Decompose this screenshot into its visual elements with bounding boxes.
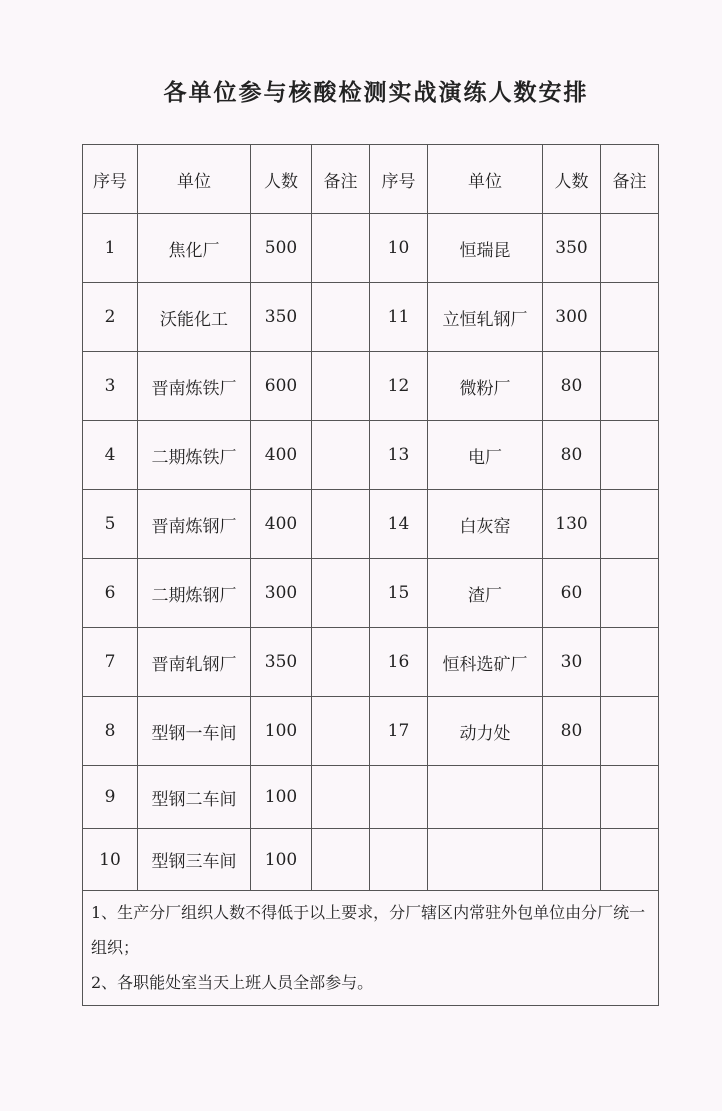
serial-cell: 6 (83, 559, 138, 628)
serial-cell: 7 (83, 628, 138, 697)
header-cell: 序号 (370, 145, 428, 214)
count-cell: 300 (251, 559, 312, 628)
serial-cell: 12 (370, 352, 428, 421)
table-row (83, 628, 659, 697)
serial-cell: 5 (83, 490, 138, 559)
header-cell: 人数 (543, 145, 601, 214)
unit-cell: 晋南炼铁厂 (138, 352, 251, 421)
unit-cell: 渣厂 (428, 559, 543, 628)
remark-cell (601, 283, 659, 352)
count-cell: 300 (543, 283, 601, 352)
table-row (83, 214, 659, 283)
header-cell: 人数 (251, 145, 312, 214)
remark-cell (312, 766, 370, 829)
serial-cell: 2 (83, 283, 138, 352)
serial-cell: 15 (370, 559, 428, 628)
remark-cell (312, 214, 370, 283)
table-row (83, 829, 659, 891)
unit-cell: 型钢二车间 (138, 766, 251, 829)
serial-cell: 1 (83, 214, 138, 283)
count-cell: 100 (251, 697, 312, 766)
note-line: 2、各职能处室当天上班人员全部参与。 (91, 973, 374, 992)
unit-cell: 晋南炼钢厂 (138, 490, 251, 559)
count-cell: 130 (543, 490, 601, 559)
unit-cell: 微粉厂 (428, 352, 543, 421)
roster-table (82, 144, 659, 1006)
remark-cell (601, 559, 659, 628)
count-cell: 400 (251, 490, 312, 559)
count-cell: 100 (251, 829, 312, 891)
count-cell (543, 766, 601, 829)
remark-cell (312, 697, 370, 766)
remark-cell (312, 559, 370, 628)
count-cell: 350 (251, 628, 312, 697)
serial-cell: 10 (83, 829, 138, 891)
count-cell: 400 (251, 421, 312, 490)
header-cell: 序号 (83, 145, 138, 214)
serial-cell: 11 (370, 283, 428, 352)
unit-cell: 沃能化工 (138, 283, 251, 352)
document-title: 各单位参与核酸检测实战演练人数安排 (163, 80, 589, 106)
unit-cell: 恒科选矿厂 (428, 628, 543, 697)
unit-cell: 二期炼铁厂 (138, 421, 251, 490)
header-cell: 单位 (138, 145, 251, 214)
serial-cell: 17 (370, 697, 428, 766)
count-cell: 600 (251, 352, 312, 421)
serial-cell (370, 829, 428, 891)
header-cell: 备注 (312, 145, 370, 214)
unit-cell: 焦化厂 (138, 214, 251, 283)
note-line: 1、生产分厂组织人数不得低于以上要求，分厂辖区内常驻外包单位由分厂统一组织； (91, 903, 646, 957)
table-row (83, 559, 659, 628)
serial-cell: 4 (83, 421, 138, 490)
unit-cell: 二期炼钢厂 (138, 559, 251, 628)
unit-cell: 立恒轧钢厂 (428, 283, 543, 352)
unit-cell: 型钢一车间 (138, 697, 251, 766)
remark-cell (601, 766, 659, 829)
count-cell: 350 (251, 283, 312, 352)
serial-cell: 3 (83, 352, 138, 421)
remark-cell (601, 829, 659, 891)
remark-cell (312, 283, 370, 352)
remark-cell (601, 628, 659, 697)
count-cell: 30 (543, 628, 601, 697)
table-row (83, 421, 659, 490)
count-cell: 350 (543, 214, 601, 283)
count-cell (543, 829, 601, 891)
unit-cell (428, 766, 543, 829)
remark-cell (312, 352, 370, 421)
serial-cell: 16 (370, 628, 428, 697)
unit-cell: 恒瑞昆 (428, 214, 543, 283)
unit-cell: 型钢三车间 (138, 829, 251, 891)
unit-cell: 动力处 (428, 697, 543, 766)
serial-cell: 13 (370, 421, 428, 490)
serial-cell: 14 (370, 490, 428, 559)
remark-cell (601, 490, 659, 559)
notes-row (83, 891, 659, 1006)
header-cell: 单位 (428, 145, 543, 214)
header-row (83, 145, 659, 214)
serial-cell: 10 (370, 214, 428, 283)
count-cell: 500 (251, 214, 312, 283)
table-row (83, 490, 659, 559)
unit-cell: 晋南轧钢厂 (138, 628, 251, 697)
count-cell: 80 (543, 421, 601, 490)
table-row (83, 766, 659, 829)
remark-cell (312, 829, 370, 891)
table-row (83, 352, 659, 421)
notes-cell (83, 891, 659, 1006)
table-row (83, 697, 659, 766)
unit-cell (428, 829, 543, 891)
remark-cell (601, 421, 659, 490)
count-cell: 80 (543, 352, 601, 421)
count-cell: 60 (543, 559, 601, 628)
remark-cell (312, 421, 370, 490)
remark-cell (312, 628, 370, 697)
header-cell: 备注 (601, 145, 659, 214)
serial-cell: 9 (83, 766, 138, 829)
remark-cell (601, 352, 659, 421)
remark-cell (601, 697, 659, 766)
count-cell: 100 (251, 766, 312, 829)
remark-cell (601, 214, 659, 283)
unit-cell: 电厂 (428, 421, 543, 490)
serial-cell: 8 (83, 697, 138, 766)
serial-cell (370, 766, 428, 829)
count-cell: 80 (543, 697, 601, 766)
table-row (83, 283, 659, 352)
unit-cell: 白灰窑 (428, 490, 543, 559)
remark-cell (312, 490, 370, 559)
